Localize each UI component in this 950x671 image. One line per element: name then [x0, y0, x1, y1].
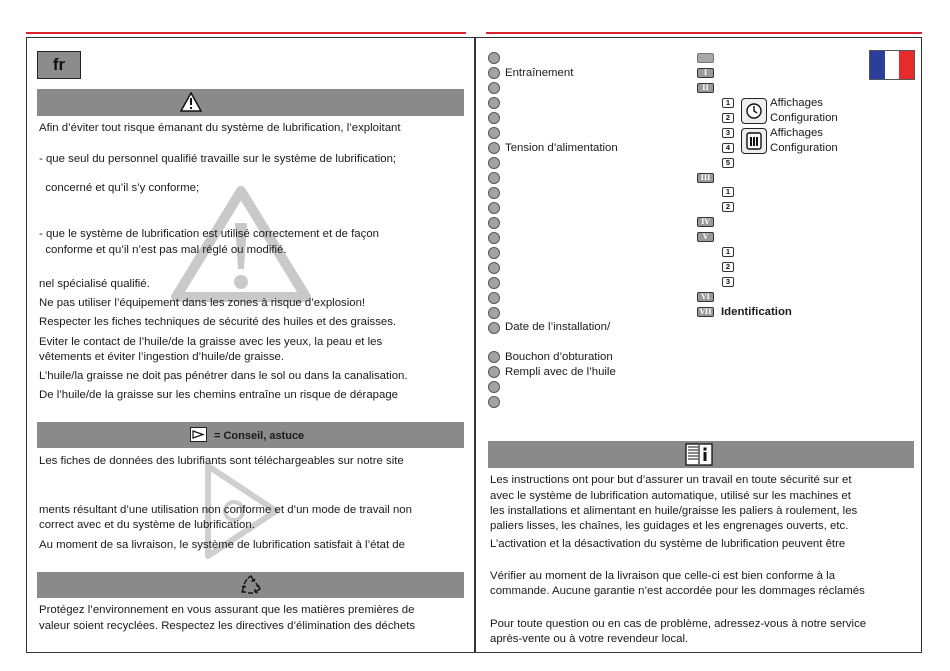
flag-stripe-white — [885, 51, 900, 79]
part-bullet-21 — [488, 366, 500, 378]
chapter-mark-VI: VI — [697, 292, 714, 302]
chapter-mark-III: III — [697, 173, 714, 183]
chapter-mark-II: II — [697, 83, 714, 93]
identification-label: Identification — [721, 306, 792, 318]
info-line-1: Les instructions ont pour but d’assurer un travail en toute sécurité sur et — [490, 474, 852, 486]
safety-line-10: vêtements et éviter l’ingestion d’huile/de graisse. — [39, 351, 285, 363]
environment-line-1: Protégez l’environnement en vous assurant que les matières premières de — [39, 604, 415, 616]
chapter-mark-blank — [697, 53, 714, 63]
safety-line-5: conforme et qu’il n’est pas mal réglé ou modifié. — [39, 244, 287, 256]
warning-icon — [180, 92, 202, 112]
sub-mark-8: 1 — [722, 247, 734, 257]
environment-line-2: valeur soient recyclées. Respectez les directives d’élimination des déchets — [39, 620, 416, 632]
safety-line-11: L’huile/la graisse ne doit pas pénétrer dans le sol ou dans la canalisation. — [39, 370, 408, 382]
part-bullet-6 — [488, 127, 500, 139]
sub-mark-1: 1 — [722, 98, 734, 108]
part-bullet-4 — [488, 97, 500, 109]
clock-icon — [741, 98, 767, 124]
part-bullet-16 — [488, 277, 500, 289]
safety-line-1: Afin d’éviter tout risque émanant du système de lubrification, l’exploitant — [39, 122, 401, 134]
chapter-mark-VII: VII — [697, 307, 714, 317]
tip-icon — [190, 427, 207, 442]
recycle-icon — [240, 575, 262, 595]
book-info-icon — [685, 443, 713, 466]
sub-mark-5: 5 — [722, 158, 734, 168]
safety-line-7: Ne pas utiliser l’équipement dans les zones à risque d’explosion! — [39, 297, 366, 309]
settings-display-1: Affichages — [770, 97, 823, 109]
top-rule-left — [26, 32, 466, 34]
environment-header-bar — [37, 572, 464, 598]
safety-line-12: De l’huile/de la graisse sur les chemins entraîne un risque de dérapage — [39, 389, 399, 401]
sub-mark-10: 3 — [722, 277, 734, 287]
part-bullet-3 — [488, 82, 500, 94]
part-bullet-18 — [488, 307, 500, 319]
info-line-5: L’activation et la désactivation du système de lubrification peuvent être — [490, 538, 846, 550]
chapter-mark-IV: IV — [697, 217, 714, 227]
part-bullet-15 — [488, 262, 500, 274]
part-bullet-7 — [488, 142, 500, 154]
settings-config-1: Configuration — [770, 112, 838, 124]
part-bullet-23 — [488, 396, 500, 408]
flag-stripe-red — [899, 51, 914, 79]
chapter-mark-I: I — [697, 68, 714, 78]
tip-line-2: ments résultant d’une utilisation non conforme et d’un mode de travail non — [39, 504, 412, 516]
part-bullet-2 — [488, 67, 500, 79]
safety-line-2: - que seul du personnel qualifié travaille sur le système de lubrification; — [39, 153, 397, 165]
part-bullet-22 — [488, 381, 500, 393]
sub-mark-6: 1 — [722, 187, 734, 197]
top-rule-right — [486, 32, 922, 34]
settings-config-2: Configuration — [770, 142, 838, 154]
tip-header-bar — [37, 422, 464, 448]
safety-line-6: nel spécialisé qualifié. — [39, 278, 150, 290]
info-line-6: Vérifier au moment de la livraison que celle-ci est bien conforme à la — [490, 570, 836, 582]
safety-line-4: - que le système de lubrification est utilisé correctement et de façon — [39, 228, 379, 240]
sub-mark-3: 3 — [722, 128, 734, 138]
info-header-bar — [488, 441, 914, 468]
safety-line-3: concerné et qu’il s’y conforme; — [39, 182, 200, 194]
tip-line-1: Les fiches de données des lubrifiants sont téléchargeables sur notre site — [39, 455, 404, 467]
safety-line-9: Eviter le contact de l’huile/de la graisse avec les yeux, la peau et les — [39, 336, 383, 348]
part-bullet-1 — [488, 52, 500, 64]
safety-line-8: Respecter les fiches techniques de sécurité des huiles et des graisses. — [39, 316, 397, 328]
warning-header-bar — [37, 89, 464, 116]
part-bullet-8 — [488, 157, 500, 169]
part-bullet-19 — [488, 322, 500, 334]
sub-mark-4: 4 — [722, 143, 734, 153]
part-label-plug: Bouchon d’obturation — [505, 351, 613, 363]
info-line-7: commande. Aucune garantie n’est accordée pour les dommages réclamés — [490, 585, 865, 597]
part-bullet-5 — [488, 112, 500, 124]
info-line-2: avec le système de lubrification automatique, utilisé sur les machines et — [490, 490, 851, 502]
part-bullet-9 — [488, 172, 500, 184]
sub-mark-2: 2 — [722, 113, 734, 123]
column-divider — [474, 37, 476, 653]
part-label-install-date: Date de l’installation/ — [505, 321, 611, 333]
language-badge: fr — [37, 51, 81, 79]
part-bullet-14 — [488, 247, 500, 259]
part-bullet-17 — [488, 292, 500, 304]
part-label-oil: Rempli avec de l’huile — [505, 366, 616, 378]
sub-mark-9: 2 — [722, 262, 734, 272]
part-bullet-12 — [488, 217, 500, 229]
french-flag — [869, 50, 915, 80]
flag-stripe-blue — [870, 51, 885, 79]
info-line-8: Pour toute question ou en cas de problème, adressez-vous à notre service — [490, 618, 867, 630]
tip-line-3: correct avec et du système de lubrification. — [39, 519, 255, 531]
part-label-voltage: Tension d’alimentation — [505, 142, 618, 154]
chapter-mark-V: V — [697, 232, 714, 242]
part-bullet-20 — [488, 351, 500, 363]
sub-mark-7: 2 — [722, 202, 734, 212]
settings-display-2: Affichages — [770, 127, 823, 139]
info-line-4: paliers lisses, les chaînes, les guidages et les engrenages ouverts, etc. — [490, 520, 849, 532]
part-label-drive: Entraînement — [505, 67, 574, 79]
info-line-3: les installations et alimentant en huile/graisse les paliers à roulement, les — [490, 505, 858, 517]
part-bullet-13 — [488, 232, 500, 244]
device-icon — [741, 128, 767, 154]
tip-line-4: Au moment de sa livraison, le système de lubrification satisfait à l’état de — [39, 539, 405, 551]
part-bullet-11 — [488, 202, 500, 214]
part-bullet-10 — [488, 187, 500, 199]
tip-header-label: = Conseil, astuce — [214, 430, 305, 442]
info-line-9: après-vente ou à votre revendeur local. — [490, 633, 689, 645]
